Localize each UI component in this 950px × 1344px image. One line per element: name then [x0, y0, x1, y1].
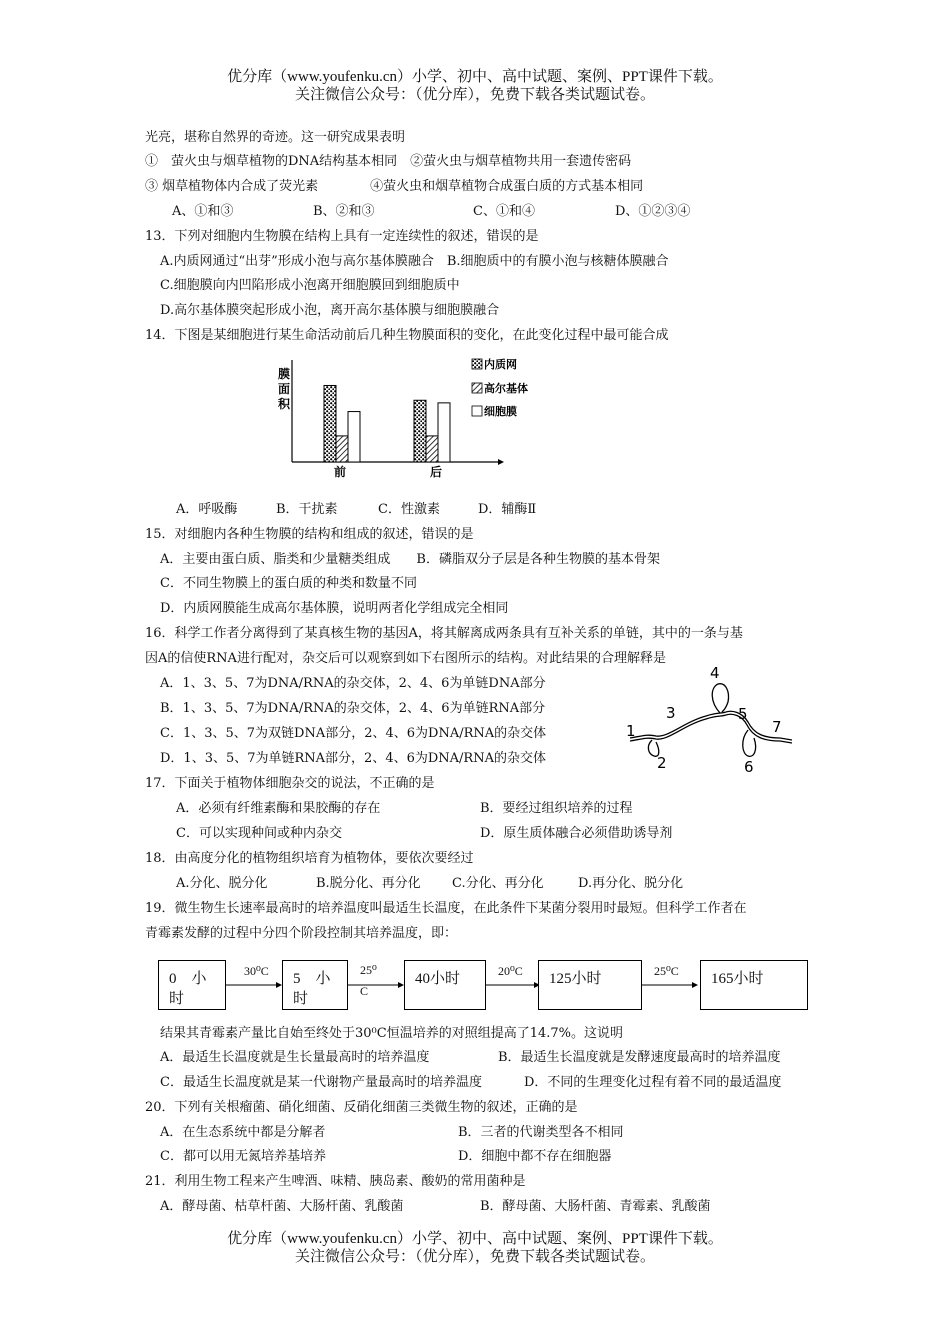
legend-swatch-cell-membrane — [472, 406, 482, 416]
header-line-1: 优分库（www.youfenku.cn）小学、初中、高中试题、案例、PPT课件下载。 — [227, 69, 723, 85]
flow-arrow-1 — [226, 980, 286, 990]
q18-option-b: B.脱分化、再分化 — [316, 876, 421, 891]
flow-box-165h — [700, 960, 808, 1010]
flow-arrow-2 — [348, 980, 408, 990]
flow-temp-2b: C — [360, 984, 369, 998]
flow-box-0h-line2: 时 — [169, 991, 185, 1007]
q18-option-d: D.再分化、脱分化 — [578, 876, 684, 891]
q12-option-b: B、②和③ — [313, 204, 375, 219]
label-1: 1 — [626, 722, 636, 740]
q16-option-a: A．1、3、5、7为DNA/RNA的杂交体，2、4、6为单链DNA部分 — [160, 676, 546, 691]
q13-options-ab: A.内质网通过“出芽”形成小泡与高尔基体膜融合 B.细胞质中的有膜小泡与核糖体膜融合 — [160, 254, 669, 269]
legend-label-cell-membrane: 细胞膜 — [484, 405, 517, 418]
q20-option-b: B．三者的代谢类型各不相同 — [458, 1125, 624, 1140]
q15-stem: 15．对细胞内各种生物膜的结构和组成的叙述，错误的是 — [145, 527, 474, 542]
q21-stem: 21．利用生物工程来产生啤酒、味精、胰岛素、酸奶的常用菌种是 — [145, 1174, 526, 1189]
q19-option-d: D．不同的生理变化过程有着不同的最适温度 — [524, 1075, 782, 1090]
flow-temp-4: 25⁰C — [654, 964, 679, 978]
bar-er-after — [414, 400, 426, 462]
q19-stem-1: 19．微生物生长速率最高时的培养温度叫最适生长温度，在此条件下某菌分裂用时最短。但科学工作者在 — [145, 901, 747, 916]
dna-rna-hybrid-diagram — [612, 662, 812, 782]
q18-option-a: A.分化、脱分化 — [176, 876, 268, 891]
bar-golgi-before — [336, 436, 348, 462]
legend-swatch-er — [472, 359, 482, 369]
flow-arrow-3 — [486, 980, 546, 990]
flow-temp-3: 20⁰C — [498, 964, 523, 978]
header-line-2: 关注微信公众号：（优分库），免费下载各类试题试卷。 — [294, 87, 655, 103]
q14-option-d: D．辅酶Ⅱ — [478, 502, 537, 517]
legend-swatch-golgi — [472, 383, 482, 393]
bar-cell-membrane-before — [348, 412, 360, 462]
q18-stem: 18．由高度分化的植物组织培育为植物体，要依次要经过 — [145, 851, 474, 866]
flow-box-125h — [538, 960, 642, 1010]
bar-er-before — [324, 385, 336, 462]
q16-option-c: C．1、3、5、7为双链DNA部分，2、4、6为DNA/RNA的杂交体 — [160, 726, 547, 741]
q19-option-c: C．最适生长温度就是某一代谢物产量最高时的培养温度 — [160, 1075, 482, 1090]
flow-box-40h — [404, 960, 486, 1010]
footer-line-1: 优分库（www.youfenku.cn）小学、初中、高中试题、案例、PPT课件下载。 — [227, 1231, 723, 1247]
q21-option-b: B．酵母菌、大肠杆菌、青霉素、乳酸菌 — [480, 1199, 711, 1214]
q13-option-d: D.高尔基体膜突起形成小泡，离开高尔基体膜与细胞膜融合 — [160, 303, 500, 318]
flow-box-0h — [158, 960, 226, 1010]
y-axis-label-char: 面 — [278, 382, 291, 396]
q19-option-a: A．最适生长温度就是生长量最高时的培养温度 — [160, 1050, 430, 1065]
q17-option-a: A．必须有纤维素酶和果胶酶的存在 — [176, 801, 381, 816]
q16-stem-1: 16．科学工作者分离得到了某真核生物的基因A，将其解离成两条具有互补关系的单链，其中的一条与基 — [145, 626, 743, 641]
label-3: 3 — [666, 704, 676, 722]
label-6: 6 — [744, 758, 754, 776]
membrane-area-chart — [270, 350, 550, 490]
q12-option-d: D、①②③④ — [615, 204, 691, 219]
q19-result: 结果其青霉素产量比自始至终处于30⁰C恒温培养的对照组提高了14.7%。这说明 — [160, 1026, 623, 1041]
q12-statement-1: ① 萤火虫与烟草植物的DNA结构基本相同 ②萤火虫与烟草植物共用一套遗传密码 — [145, 154, 632, 169]
q13-option-c: C.细胞膜向内凹陷形成小泡离开细胞膜回到细胞质中 — [160, 278, 460, 293]
q16-option-d: D．1、3、5、7为单链RNA部分，2、4、6为DNA/RNA的杂交体 — [160, 751, 546, 766]
label-7: 7 — [772, 718, 782, 736]
flow-box-5h — [282, 960, 348, 1010]
q20-option-a: A．在生态系统中都是分解者 — [160, 1125, 326, 1140]
q15-option-c: C．不同生物膜上的蛋白质的种类和数量不同 — [160, 576, 417, 591]
q17-option-d: D．原生质体融合必须借助诱导剂 — [480, 826, 673, 841]
flow-temp-1: 30⁰C — [244, 964, 269, 978]
q21-option-a: A．酵母菌、枯草杆菌、大肠杆菌、乳酸菌 — [160, 1199, 404, 1214]
q14-stem: 14．下图是某细胞进行某生命活动前后几种生物膜面积的变化，在此变化过程中最可能合成 — [145, 328, 669, 343]
q14-option-b: B．干扰素 — [276, 502, 338, 517]
q18-option-c: C.分化、再分化 — [452, 876, 544, 891]
flow-temp-2a: 25⁰ — [360, 963, 377, 977]
q12-option-c: C、①和④ — [473, 204, 535, 219]
q14-option-a: A．呼吸酶 — [176, 502, 238, 517]
q17-stem: 17．下面关于植物体细胞杂交的说法，不正确的是 — [145, 776, 435, 791]
flow-box-165h-label: 165小时 — [711, 971, 764, 987]
flow-box-125h-label: 125小时 — [549, 971, 602, 987]
flow-arrow-4 — [642, 980, 702, 990]
q15-option-d: D．内质网膜能生成高尔基体膜，说明两者化学组成完全相同 — [160, 601, 509, 616]
q16-stem-2: 因A的信使RNA进行配对，杂交后可以观察到如下右图所示的结构。对此结果的合理解释是 — [145, 651, 666, 666]
bar-cell-membrane-after — [438, 403, 450, 462]
y-axis-label-char: 积 — [278, 397, 291, 411]
y-axis-label-char: 膜 — [278, 367, 291, 381]
label-4: 4 — [710, 664, 720, 682]
flow-box-5h-line1: 5 小 — [293, 971, 331, 987]
q12-statement-2: ③ 烟草植物体内合成了荧光素 ④萤火虫和烟草植物合成蛋白质的方式基本相同 — [145, 179, 644, 194]
q19-stem-2: 青霉素发酵的过程中分四个阶段控制其培养温度，即： — [145, 926, 458, 941]
x-tick-after: 后 — [429, 465, 443, 479]
legend-label-golgi: 高尔基体 — [484, 382, 528, 395]
q12-continuation: 光亮，堪称自然界的奇迹。这一研究成果表明 — [145, 130, 406, 145]
q12-option-a: A、①和③ — [172, 204, 234, 219]
q20-option-d: D．细胞中都不存在细胞器 — [458, 1149, 612, 1164]
bar-golgi-after — [426, 436, 438, 462]
q20-stem: 20．下列有关根瘤菌、硝化细菌、反硝化细菌三类微生物的叙述，正确的是 — [145, 1100, 578, 1115]
label-2: 2 — [657, 754, 667, 772]
q14-option-c: C．性激素 — [378, 502, 440, 517]
x-tick-before: 前 — [333, 465, 347, 479]
q17-option-c: C．可以实现种间或种内杂交 — [176, 826, 342, 841]
flow-box-5h-line2: 时 — [293, 991, 309, 1007]
q15-options-ab: A．主要由蛋白质、脂类和少量糖类组成 B．磷脂双分子层是各种生物膜的基本骨架 — [160, 552, 660, 567]
y-axis-label — [278, 366, 291, 411]
flow-box-0h-line1: 0 小 — [169, 971, 207, 987]
q17-option-b: B．要经过组织培养的过程 — [480, 801, 633, 816]
footer-line-2: 关注微信公众号：（优分库），免费下载各类试题试卷。 — [294, 1249, 655, 1265]
legend-label-er: 内质网 — [484, 358, 517, 371]
q19-option-b: B．最适生长温度就是发酵速度最高时的培养温度 — [498, 1050, 781, 1065]
label-5: 5 — [738, 705, 748, 723]
q13-stem: 13．下列对细胞内生物膜在结构上具有一定连续性的叙述，错误的是 — [145, 229, 539, 244]
flow-box-40h-label: 40小时 — [415, 971, 461, 987]
q20-option-c: C．都可以用无氮培养基培养 — [160, 1149, 326, 1164]
q16-option-b: B．1、3、5、7为DNA/RNA的杂交体，2、4、6为单链RNA部分 — [160, 701, 546, 716]
